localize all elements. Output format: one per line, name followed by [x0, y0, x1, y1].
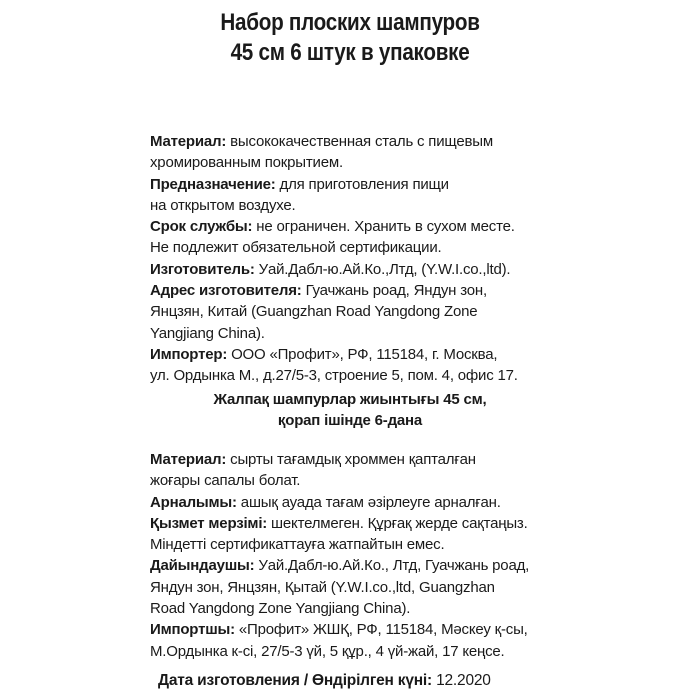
kazakh-heading [0, 389, 700, 431]
ru-material-text: высококачественная сталь с пищевым [226, 133, 493, 150]
kazakh-specs [150, 449, 690, 662]
ru-address-line-3: Yangjiang China). [150, 324, 265, 342]
kz-material-label: Материал: [150, 451, 227, 468]
date-value: 12.2020 [431, 672, 491, 689]
kz-maker-line-1 [150, 555, 690, 576]
ru-maker-line [150, 259, 690, 280]
title-line-1: Набор плоских шампуров [220, 9, 480, 36]
kz-importer-line-1 [150, 619, 690, 640]
kz-heading-line-2: қорап ішінде 6-дана [277, 412, 423, 429]
ru-maker-label: Изготовитель: [150, 260, 255, 278]
ru-address-text: Гуачжань роад, Яндун зон, [301, 282, 487, 300]
ru-importer-line-2: ул. Ордынка М., д.27/5-3, строение 5, пом. 4, офис 17. [150, 367, 518, 385]
ru-importer-text: ООО «Профит», РФ, 115184, г. Москва, [227, 345, 498, 363]
ru-address-line-2: Янцзян, Китай (Guangzhan Road Yangdong Zone [150, 303, 478, 321]
ru-purpose-text: для приготовления пищи [275, 175, 449, 193]
kz-life-text: шектелмеген. Құрғақ жерде сақтаңыз. [267, 514, 528, 532]
title-line-2: 45 см 6 штук в упаковке [230, 39, 470, 66]
ru-importer-label: Импортер: [150, 345, 228, 363]
kz-heading-line-1: Жалпақ шампурлар жиынтығы 45 см, [213, 391, 487, 408]
ru-material-line-1 [150, 131, 690, 152]
manufacture-date [158, 670, 491, 691]
russian-specs [150, 131, 690, 387]
ru-life-label: Срок службы: [150, 218, 253, 236]
kz-material-text: сырты тағамдық хроммен қапталған [226, 451, 476, 468]
ru-address-line-1 [150, 280, 690, 301]
ru-life-line-2: Не подлежит обязательной сертификации. [150, 239, 442, 257]
kz-importer-label: Импортшы: [150, 621, 235, 639]
ru-importer-line-1 [150, 344, 690, 365]
kz-life-label: Қызмет мерзімі: [150, 514, 268, 532]
ru-purpose-line-1 [150, 174, 690, 195]
page-title [49, 8, 651, 68]
ru-material-label: Материал: [150, 133, 227, 150]
ru-maker-text: Уай.Дабл-ю.Ай.Ко.,Лтд, (Y.W.I.co.,ltd). [254, 260, 511, 278]
kz-purpose-label: Арналымы: [150, 493, 237, 511]
ru-life-line-1 [150, 216, 690, 237]
kz-maker-label: Дайындаушы: [150, 557, 255, 575]
kz-importer-text: «Профит» ЖШҚ, РФ, 115184, Мәскеу қ-сы, [234, 621, 528, 639]
date-label: Дата изготовления / Өндірілген күні: [158, 672, 432, 689]
kz-maker-line-3: Road Yangdong Zone Yangjiang China). [150, 600, 411, 618]
kz-life-line-2: Міндетті сертификаттауға жатпайтын емес. [150, 536, 445, 554]
kz-importer-line-2: М.Ордынка к-сі, 27/5-3 үй, 5 құр., 4 үй-жай, 17 кеңсе. [150, 642, 505, 660]
kz-maker-text: Уай.Дабл-ю.Ай.Ко., Лтд, Гуачжань роад, [254, 557, 530, 575]
ru-purpose-line-2: на открытом воздухе. [150, 196, 296, 214]
ru-material-line-2: хромированным покрытием. [150, 154, 343, 172]
kz-purpose-text: ашық ауада тағам әзірлеуге арналған. [236, 493, 501, 511]
kz-purpose-line [150, 492, 690, 513]
kz-material-line-1 [150, 449, 690, 470]
kz-maker-line-2: Яндун зон, Янцзян, Қытай (Y.W.I.co.,ltd, Guangzhan [150, 578, 495, 596]
kz-material-line-2: жоғары сапалы болат. [150, 472, 301, 490]
ru-life-text: не ограничен. Хранить в сухом месте. [252, 218, 515, 236]
ru-address-label: Адрес изготовителя: [150, 282, 302, 300]
kz-life-line-1 [150, 513, 690, 534]
ru-purpose-label: Предназначение: [150, 175, 276, 193]
